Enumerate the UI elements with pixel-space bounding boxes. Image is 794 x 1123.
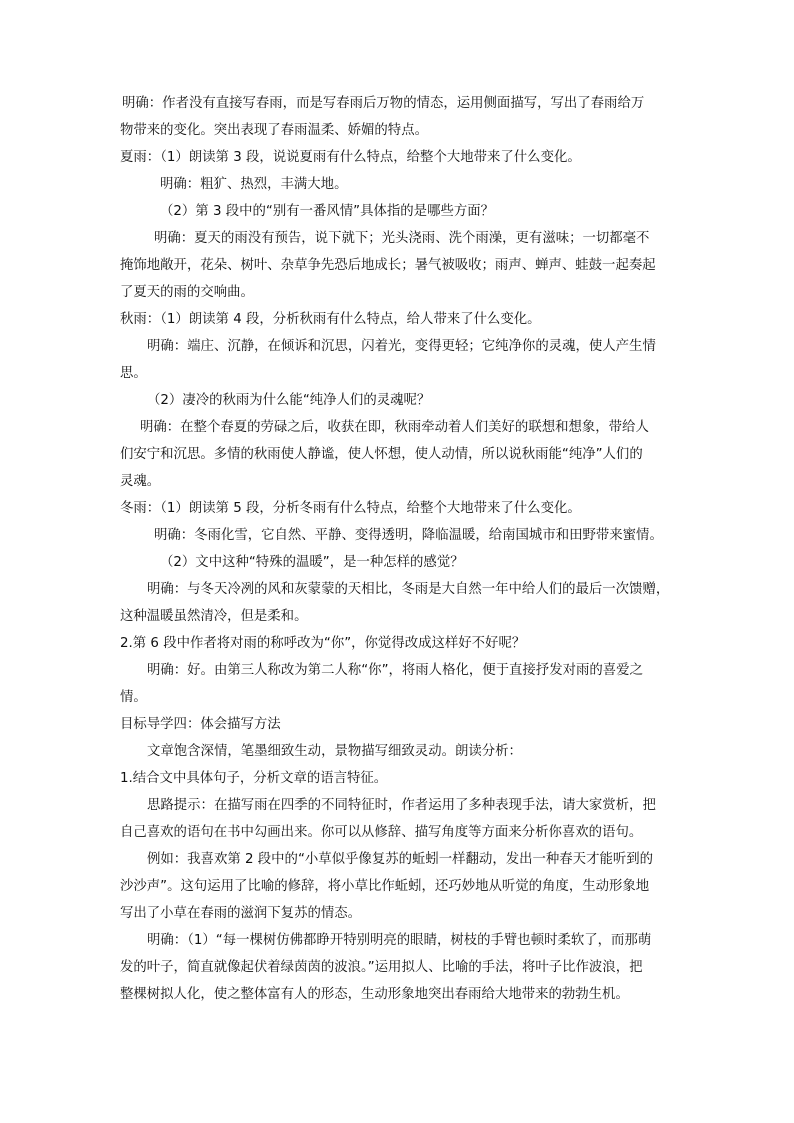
text-line: 掩饰地敞开，花朵、树叶、杂草争先恐后地成长；暑气被吸收；雨声、蝉声、蛙鼓一起奏起 (120, 258, 656, 273)
text-line: 2.第 6 段中作者将对雨的称呼改为“你”，你觉得改成这样好不好呢？ (120, 636, 526, 651)
text-line: 夏雨：（1）朗读第 3 段，说说夏雨有什么特点，给整个大地带来了什么变化。 (120, 150, 581, 165)
text-line: 了夏天的雨的交响曲。 (120, 285, 254, 300)
text-line: 明确：在整个春夏的劳碌之后，收获在即，秋雨牵动着人们美好的联想和想象，带给人 (140, 420, 649, 435)
text-line: 明确：夏天的雨没有预告，说下就下；光头浇雨、洗个雨澡，更有滋味；一切都毫不 (154, 231, 650, 246)
document-body (120, 90, 680, 1008)
text-line: 灵魂。 (120, 474, 161, 489)
text-line: 明确：作者没有直接写春雨，而是写春雨后万物的情态，运用侧面描写，写出了春雨给万 (122, 96, 645, 111)
text-line: 物带来的变化。突出表现了春雨温柔、娇媚的特点。 (120, 123, 428, 138)
text-line: 这种温暖虽然清冷，但是柔和。 (120, 609, 308, 624)
text-line: 写出了小草在春雨的滋润下复苏的情态。 (120, 906, 362, 921)
text-line: 例如：我喜欢第 2 段中的“小草似乎像复苏的蚯蚓一样翻动，发出一种春天才能听到的 (147, 852, 654, 867)
text-line: 沙沙声”。这句运用了比喻的修辞，将小草比作蚯蚓，还巧妙地从听觉的角度，生动形象地 (120, 879, 650, 894)
text-line: 明确：好。由第三人称改为第二人称“你”，将雨人格化，便于直接抒发对雨的喜爱之 (147, 663, 643, 678)
text-line: 发的叶子，简直就像起伏着绿茵茵的波浪。”运用拟人、比喻的手法，将叶子比作波浪，把 (120, 960, 643, 975)
text-line: 明确：粗犷、热烈，丰满大地。 (160, 177, 348, 192)
text-line: 明确：与冬天冷冽的风和灰蒙蒙的天相比，冬雨是大自然一年中给人们的最后一次馈赠， (147, 582, 670, 597)
text-line: 思路提示：在描写雨在四季的不同特征时，作者运用了多种表现手法，请大家赏析，把 (147, 798, 656, 813)
text-line: 秋雨：（1）朗读第 4 段，分析秋雨有什么特点，给人带来了什么变化。 (120, 312, 541, 327)
text-line: 们安宁和沉思。多情的秋雨使人静谧，使人怀想，使人动情，所以说秋雨能“纯净”人们的 (120, 447, 643, 462)
text-line: 思。 (120, 366, 147, 381)
text-line: 明确：端庄、沉静，在倾诉和沉思，闪着光，变得更轻；它纯净你的灵魂，使人产生情 (147, 339, 656, 354)
text-line: 明确：（1）“每一棵树仿佛都睁开特别明亮的眼睛，树枝的手臂也顿时柔软了，而那萌 (147, 933, 652, 948)
text-line: 文章饱含深情，笔墨细致生动，景物描写细致灵动。朗读分析： (147, 744, 522, 759)
text-line: 明确：冬雨化雪，它自然、平静、变得透明，降临温暖，给南国城市和田野带来蜜情。 (154, 528, 663, 543)
text-line: 情。 (120, 690, 147, 705)
text-line: 冬雨：（1）朗读第 5 段，分析冬雨有什么特点，给整个大地带来了什么变化。 (120, 501, 581, 516)
text-line: 1.结合文中具体句子，分析文章的语言特征。 (120, 771, 388, 786)
text-line: （2）凄冷的秋雨为什么能“纯净人们的灵魂呢？ (147, 393, 431, 408)
text-line: 自己喜欢的语句在书中勾画出来。你可以从修辞、描写角度等方面来分析你喜欢的语句。 (120, 825, 643, 840)
text-line: 目标导学四：体会描写方法 (120, 717, 281, 732)
text-line: （2）文中这种“特殊的温暖”，是一种怎样的感觉？ (160, 555, 464, 570)
text-line: （2）第 3 段中的“别有一番风情”具体指的是哪些方面？ (160, 204, 495, 219)
text-line: 整棵树拟人化，使之整体富有人的形态，生动形象地突出春雨给大地带来的勃勃生机。 (120, 987, 629, 1002)
